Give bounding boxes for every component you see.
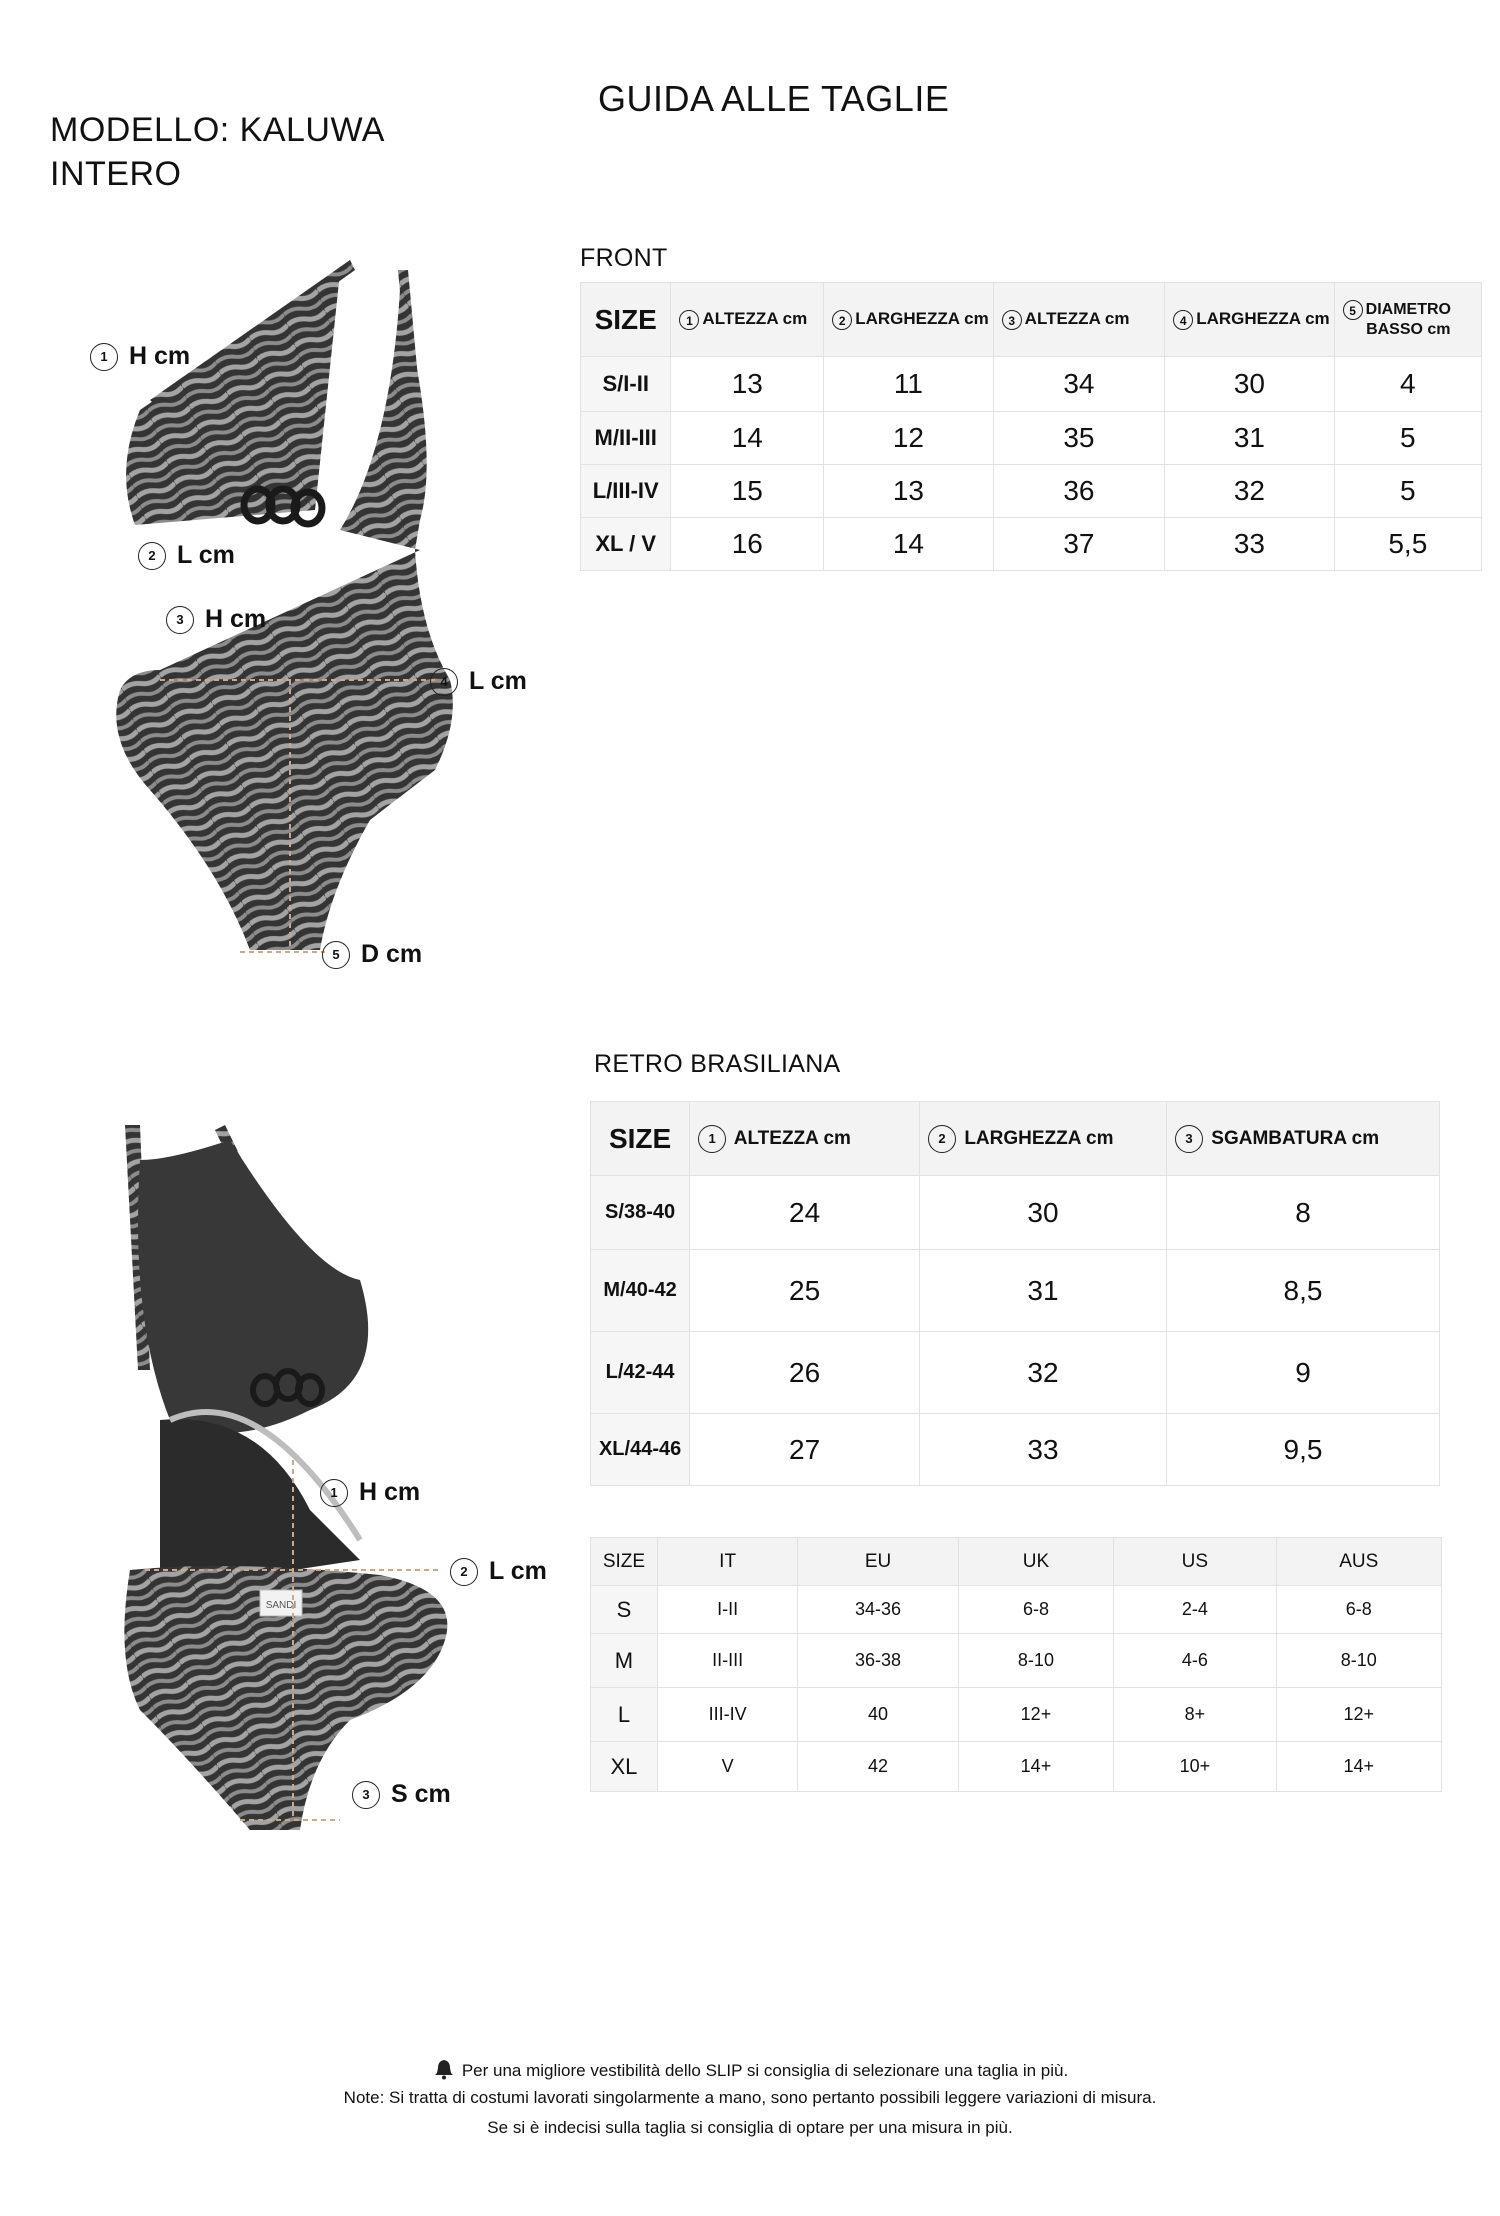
number-circle-icon: 3 [166,606,194,634]
table-cell: 31 [1165,412,1334,465]
table-cell: 14+ [1276,1742,1441,1792]
table-row [591,1742,1442,1792]
front-annotation-3: 3 H cm [166,605,266,634]
row-size-label: XL / V [581,518,671,571]
table-cell: 14 [671,412,824,465]
row-size-label: L/III-IV [581,465,671,518]
table-row [581,357,1482,412]
table-cell: II-III [657,1634,797,1688]
table-cell: 4-6 [1114,1634,1276,1688]
table-cell: V [657,1742,797,1792]
table-cell: 12 [824,412,993,465]
footer-line-3: Se si è indecisi sulla taglia si consiglia di optare per una misura in più. [487,2118,1013,2137]
table-cell: 12+ [1276,1688,1441,1742]
table-cell: 9,5 [1166,1414,1439,1486]
table-cell: 33 [1165,518,1334,571]
table-cell: I-II [657,1586,797,1634]
table-cell: 5 [1334,465,1481,518]
table-cell: 33 [920,1414,1167,1486]
table-cell: 37 [993,518,1165,571]
note-label: Note: [343,2088,385,2107]
number-circle-icon: 2 [450,1558,478,1586]
column-header: IT [657,1538,797,1586]
table-header-row [581,283,1482,357]
front-annotation-2: 2 L cm [138,541,235,570]
number-circle-icon: 4 [1173,310,1193,330]
table-cell: 6-8 [958,1586,1113,1634]
size-header: SIZE [581,283,671,357]
number-circle-icon: 1 [90,343,118,371]
front-annotation-1: 1 H cm [90,342,190,371]
table-row [581,412,1482,465]
column-header: SIZE [591,1538,658,1586]
table-cell: 27 [690,1414,920,1486]
back-section-label: RETRO BRASILIANA [594,1050,841,1078]
front-size-table [580,282,1482,571]
table-cell: 6-8 [1276,1586,1441,1634]
table-cell: 10+ [1114,1742,1276,1792]
back-size-table [590,1101,1440,1486]
table-cell: 26 [690,1332,920,1414]
column-header: 4 LARGHEZZA cm [1165,283,1334,357]
row-size-label: M/II-III [581,412,671,465]
back-annotation-2: 2 L cm [450,1557,547,1586]
front-section-label: FRONT [580,244,668,272]
table-cell: 24 [690,1176,920,1250]
table-cell: 5 [1334,412,1481,465]
table-cell: 30 [920,1176,1167,1250]
number-circle-icon: 5 [322,941,350,969]
number-circle-icon: 3 [352,1781,380,1809]
table-cell: 14+ [958,1742,1113,1792]
table-cell: 13 [671,357,824,412]
table-row [591,1332,1440,1414]
row-size-label: S/38-40 [591,1176,690,1250]
table-header-row [591,1102,1440,1176]
table-row [591,1414,1440,1486]
table-cell: 8 [1166,1176,1439,1250]
table-row [591,1176,1440,1250]
footer-line-2: Note: Si tratta di costumi lavorati singolarmente a mano, sono pertanto possibili leggere variazioni di misura. [343,2088,1157,2107]
back-annotation-3: 3 S cm [352,1780,451,1809]
row-size-label: L/42-44 [591,1332,690,1414]
table-row [591,1250,1440,1332]
table-cell: 42 [798,1742,958,1792]
number-circle-icon: 2 [138,542,166,570]
model-line-2: INTERO [50,155,182,193]
table-cell: 36 [993,465,1165,518]
number-circle-icon: 3 [1002,310,1022,330]
table-cell: III-IV [657,1688,797,1742]
front-left-cup [126,272,340,525]
column-header: 2 LARGHEZZA cm [824,283,993,357]
table-cell: 30 [1165,357,1334,412]
column-header: 5 DIAMETRO BASSO cm [1334,283,1481,357]
table-cell: 5,5 [1334,518,1481,571]
column-header: 2 LARGHEZZA cm [920,1102,1167,1176]
table-cell: 9 [1166,1332,1439,1414]
table-cell: 13 [824,465,993,518]
size-conversion-table [590,1537,1442,1792]
table-cell: XL [591,1742,658,1792]
table-cell: 4 [1334,357,1481,412]
table-cell: 16 [671,518,824,571]
table-cell: 15 [671,465,824,518]
column-header: EU [798,1538,958,1586]
front-annotation-5: 5 D cm [322,940,422,969]
table-cell: 8-10 [958,1634,1113,1688]
column-header: 1 ALTEZZA cm [690,1102,920,1176]
front-annotation-4: 4 L cm [430,667,527,696]
column-header: 3 SGAMBATURA cm [1166,1102,1439,1176]
back-tag-text: SANDI [265,1600,297,1611]
table-cell: M [591,1634,658,1688]
back-annotation-1: 1 H cm [320,1478,420,1507]
table-cell: 32 [1165,465,1334,518]
table-cell: 8,5 [1166,1250,1439,1332]
table-cell: L [591,1688,658,1742]
bell-icon [432,2058,456,2080]
table-cell: 2-4 [1114,1586,1276,1634]
table-row [591,1586,1442,1634]
size-header: SIZE [591,1102,690,1176]
table-cell: S [591,1586,658,1634]
number-circle-icon: 3 [1175,1125,1203,1153]
column-header: AUS [1276,1538,1441,1586]
table-cell: 25 [690,1250,920,1332]
column-header: UK [958,1538,1113,1586]
number-circle-icon: 2 [928,1125,956,1153]
number-circle-icon: 1 [698,1125,726,1153]
row-size-label: XL/44-46 [591,1414,690,1486]
model-name [50,108,385,196]
table-row [591,1688,1442,1742]
column-header: 3 ALTEZZA cm [993,283,1165,357]
table-cell: 12+ [958,1688,1113,1742]
number-circle-icon: 4 [430,668,458,696]
table-cell: 8-10 [1276,1634,1441,1688]
number-circle-icon: 5 [1343,300,1363,320]
table-cell: 40 [798,1688,958,1742]
row-size-label: M/40-42 [591,1250,690,1332]
footer-line-1: Per una migliore vestibilità dello SLIP si consiglia di selezionare una taglia in più. [0,2058,1500,2081]
table-row [581,465,1482,518]
table-cell: 14 [824,518,993,571]
table-cell: 35 [993,412,1165,465]
table-cell: 32 [920,1332,1167,1414]
table-cell: 8+ [1114,1688,1276,1742]
column-header: 1 ALTEZZA cm [671,283,824,357]
number-circle-icon: 1 [320,1479,348,1507]
table-cell: 11 [824,357,993,412]
column-header: US [1114,1538,1276,1586]
table-cell: 31 [920,1250,1167,1332]
number-circle-icon: 2 [832,310,852,330]
page-title: GUIDA ALLE TAGLIE [598,78,950,119]
table-cell: 34 [993,357,1165,412]
table-cell: 34-36 [798,1586,958,1634]
table-cell: 36-38 [798,1634,958,1688]
table-row [591,1634,1442,1688]
row-size-label: S/I-II [581,357,671,412]
model-line-1: MODELLO: KALUWA [50,111,385,149]
table-row [581,518,1482,571]
table-header-row [591,1538,1442,1586]
number-circle-icon: 1 [679,310,699,330]
